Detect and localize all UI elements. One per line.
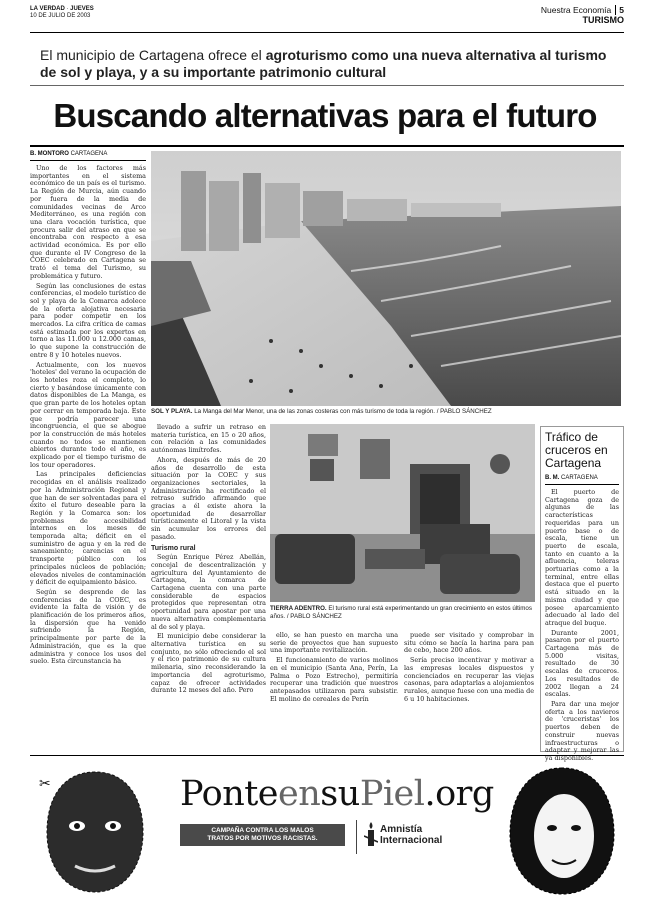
caption-credit: / PABLO SÁNCHEZ bbox=[285, 612, 342, 620]
brand-part: Piel bbox=[359, 774, 425, 814]
svg-text:✂: ✂ bbox=[39, 776, 51, 792]
kicker-rule bbox=[30, 85, 624, 86]
byline-author: B. MONTORO bbox=[30, 151, 69, 157]
paragraph: Actualmente, con los nuevos 'hoteles' del verano la ocupación de los hoteles roza el completo, lo cierto y basándose únicamente con datos disponibles de La Manga, es que gran parte de los hoteles optan por cerrar en temporada baja. Este que podría parecer una incongruencia, el que se abogue por la construcción de más hoteles cuando no todos se mantienen abiertos durante todo el año, es explicado por el tiempo turismo de los tour operadores. bbox=[30, 360, 146, 469]
beach-photo-caption bbox=[151, 408, 621, 416]
sidebar-author: B. M. bbox=[545, 475, 560, 481]
ad-divider bbox=[356, 820, 357, 854]
top-rule bbox=[30, 32, 624, 33]
amnesty-logo-text bbox=[380, 824, 442, 846]
advertisement bbox=[30, 760, 624, 900]
interior-photo-image bbox=[270, 424, 535, 602]
caption-text: El turismo rural está experimentando un gran crecimiento en estos últimos años. bbox=[270, 605, 532, 620]
kicker-part3: de sol y playa, y a su importante patrimonio cultural bbox=[40, 64, 387, 80]
sidebar-byline bbox=[545, 474, 619, 485]
campaign-banner bbox=[180, 824, 345, 846]
sidebar-cruises bbox=[540, 426, 624, 762]
sidebar-title: Tráfico de cruceros en Cartagena bbox=[545, 430, 608, 470]
paper-name: LA VERDAD bbox=[30, 6, 65, 12]
brand-part: Ponte bbox=[180, 774, 279, 814]
paragraph: El municipio debe considerar la alternativa turística en su conjunto, no sólo ofreciendo el sol y el rico patrimonio de su cultura milenaria, sino reconsiderando la importancia del agroturismo, capaz de ofrecer actividades durante 12 meses del año. Pero bbox=[151, 632, 266, 695]
column-1 bbox=[30, 150, 146, 750]
column-3 bbox=[270, 632, 398, 752]
brand-name bbox=[180, 774, 494, 814]
column-2 bbox=[151, 424, 266, 752]
weekday: JUEVES bbox=[70, 6, 94, 12]
brand-part: en bbox=[278, 774, 321, 814]
byline-place: CARTAGENA bbox=[70, 151, 108, 157]
masthead-left: LA VERDAD · JUEVES 10 DE JULIO DE 2003 bbox=[30, 6, 94, 19]
sidebar-text bbox=[545, 489, 619, 763]
face-right-illustration bbox=[502, 764, 622, 898]
subsection-name: TURISMO bbox=[582, 15, 624, 25]
brand-logo bbox=[180, 774, 494, 814]
paragraph: El puerto de Cartagena goza de algunas de las características requeridas para un puerto base o de escala, tiene un puerto de escala, tanto en cuanto a la afluencia, teleras portuarias como a la terminal, entre ellas destaca que el puerto está situado en la misma ciudad y que posee aparcamiento adecuado al lado del atraque del buque. bbox=[545, 488, 619, 627]
caption-text: La Manga del Mar Menor, una de las zonas costeras con más turismo de toda la región. bbox=[192, 408, 435, 415]
kicker-part1: El municipio de Cartagena ofrece el bbox=[40, 47, 266, 63]
paragraph: llevado a sufrir un retraso en materia turística, en 15 o 20 años, con relación a las comunidades autónomas limítrofes. bbox=[151, 424, 266, 455]
paragraph: El funcionamiento de varios molinos en el municipio (Santa Ana, Perín, La Palma o Pozo Estrecho), permitiría recuperar una tradición que nuestros antepasados utilizaron para subsistir. El molino de cereales de Perín bbox=[270, 656, 398, 703]
masthead-right bbox=[541, 5, 624, 25]
org-line1: Amnistía bbox=[380, 824, 423, 835]
kicker bbox=[40, 47, 610, 81]
issue-date: 10 DE JULIO DE 2003 bbox=[30, 13, 91, 19]
beach-photo-image bbox=[151, 151, 621, 406]
brand-part: .org bbox=[424, 774, 494, 814]
brand-part: su bbox=[320, 774, 360, 814]
paragraph: Según las conclusiones de estas conferencias, el modelo turístico de sol y playa de la Comarca adolece de la oferta alojativa necesaria para poder competir en los mercados. La cifra crítica de camas está estimada por los expertos en torno a las 11.000 u 12.000 camas, lo que supone la construcción de entre 8 y 10 hoteles nuevos. bbox=[30, 281, 146, 359]
subhead-rural: Turismo rural bbox=[151, 544, 196, 552]
paragraph: Las principales deficiencias recogidas en el análisis realizado por la Administración Regional y que han de ser solventadas para el éxito el futuro deseable para la Región y la Comarca son: los problemas de accesibilidad internos en los meses de temporada alta; déficit en el suministro de agua y en la red de saneamiento; carencias en el transporte público con los principales núcleos de población; elevados niveles de contaminación y déficit de equipamiento básico. bbox=[30, 470, 146, 587]
paragraph: Según Enrique Pérez Abellán, concejal de descentralización y agricultura del Ayuntamiento de Cartagena, la comarca de Cartagena cuenta con una parte considerable de espacios protegidos que representan otra oportunidad para apostar por una nueva alternativa complementaria al de sol y playa. bbox=[151, 553, 266, 631]
paragraph: Durante 2001, pasaron por el puerto Cartagena más de 5.000 visitas, resultado de 30 escalas de cruceros. Los resultados de 2002 llegan a 24 escalas. bbox=[545, 628, 619, 699]
campaign-line2: TRATOS POR MOTIVOS RACISTAS. bbox=[207, 835, 318, 842]
column-1-text bbox=[30, 165, 146, 666]
paragraph: Uno de los factores más importantes en el sistema económico de un país es el turismo. La Región de Murcia, aún cuando por fuera de la media de comunidades vecinas de Arco Mediterráneo, es una región con una clara vocación turística, que procura salir del atraso en que se encontraba con respecto a esa actividad económica. Es por ello que durante el IV Congreso de la COEC celebrado en Cartagena se trató el tema del Turismo, su problemática y futuro. bbox=[30, 164, 146, 280]
org-line2: Internacional bbox=[380, 835, 443, 846]
sidebar-place: CARTAGENA bbox=[561, 475, 598, 481]
headline: Buscando alternativas para el futuro bbox=[53, 97, 597, 134]
section-name: Nuestra Economía bbox=[540, 5, 612, 15]
column-4 bbox=[404, 632, 534, 752]
paragraph: puede ser visitado y comprobar in situ cómo se hacía la harina para pan de cebo, hace 200 años. bbox=[404, 632, 534, 655]
caption-lead: SOL Y PLAYA. bbox=[151, 408, 193, 415]
byline bbox=[30, 150, 146, 161]
paragraph: Sería preciso incentivar y motivar a las empresas locales dispuestos y concienciados en recuperar las viejas casonas, para adaptarlas a alojamientos rurales, aunque fuese con una media de 6 u 10 habitaciones. bbox=[404, 656, 534, 703]
caption-lead: TIERRA ADENTRO. bbox=[270, 605, 327, 612]
page-number: 5 bbox=[615, 5, 624, 15]
face-left-illustration bbox=[35, 768, 155, 896]
candle-icon bbox=[364, 822, 378, 848]
paragraph: Para dar una mejor oferta a los navieros de 'cruceristas' los puertos deben de construir nuevas infraestructuras o adaptar y mejorar las ya disponibles. bbox=[545, 699, 619, 762]
paragraph: Ahora, después de más de 20 años de desarrollo de esta situación por la COEC y sus organizaciones sectoriales, la Administración ha rectificado el retraso sufrido afirmando que gracias a él existe ahora la oportunidad de desarrollar turísticamente el Litoral y la vista sin acumular los errores del pasado. bbox=[151, 455, 266, 541]
caption-credit: / PABLO SÁNCHEZ bbox=[434, 408, 492, 415]
paragraph: ello, se han puesto en marcha una serie de proyectos que han supuesto una importante revitalización. bbox=[270, 632, 398, 655]
headline-rule bbox=[30, 145, 624, 147]
beach-photo bbox=[151, 151, 621, 406]
interior-photo bbox=[270, 424, 535, 602]
paragraph: Según se desprende de las conferencias de la COEC, es evidente la falta de visión y de planificación de los primeros años, la dispersión que ha venido sufriendo la Región, principalmente por parte de la Administración, que es la que administra y conoce los usos del suelo. Esta circunstancia ha bbox=[30, 587, 146, 666]
kicker-part2: agroturismo como una nueva alternativa al turismo bbox=[265, 47, 607, 63]
campaign-line1: CAMPAÑA CONTRA LOS MALOS bbox=[211, 827, 314, 834]
interior-photo-caption bbox=[270, 605, 535, 620]
ad-rule bbox=[30, 755, 624, 756]
